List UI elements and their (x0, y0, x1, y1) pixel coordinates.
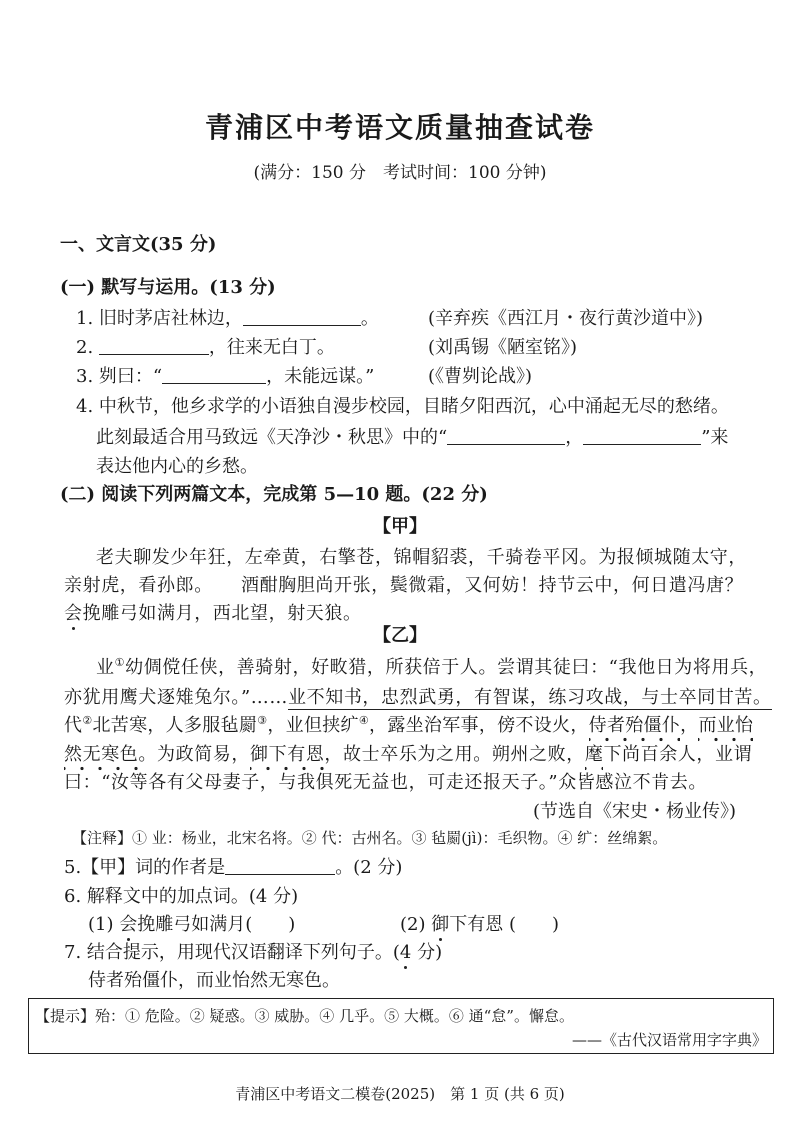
part2-heading: (二) 阅读下列两篇文本，完成第 5—10 题。(22 分) (60, 484, 488, 505)
question-4-line-3: 表达他内心的乡愁。 (96, 456, 258, 477)
text-yi-line (64, 683, 772, 709)
text-jia-label: 【甲】 (373, 516, 427, 537)
page-title: 青浦区中考语文质量抽查试卷 (204, 111, 595, 144)
page-subtitle: (满分：150 分 考试时间：100 分钟) (253, 163, 547, 183)
text-jia-line: 亲射虎，看孙郎。 酒酣胸胆尚开张，鬓微霜，又何妨！持节云中，何日遣冯唐？ (64, 575, 744, 596)
text-yi-line: 曰：“汝等各有父母妻子，与我俱死无益也，可走还报天子。”众皆感泣不肯去。 (64, 772, 708, 793)
question-text: ，未能远谋。” (266, 366, 375, 387)
question-text: (1) (88, 914, 120, 935)
question-3 (76, 362, 374, 388)
text-jia-line: 老夫聊发少年狂，左牵黄，右擎苍，锦帽貂裘，千骑卷平冈。为报倾城随太守， (96, 547, 747, 568)
dotted-phrase: 麾 (585, 744, 604, 771)
question-text: 1. 旧时茅店社林边， (76, 308, 243, 329)
text-segment: 北苦寒，人多服毡罽 (92, 715, 258, 736)
question-5 (64, 853, 402, 879)
text-yi-line (64, 740, 752, 766)
footnote-marker: ④ (358, 714, 370, 727)
question-7 (64, 938, 442, 964)
question-text: (2) (400, 914, 432, 935)
text-segment: 代 (64, 715, 83, 736)
question-text: 2. (76, 337, 99, 358)
text-segment: 下尚百余人，业谓 (603, 744, 753, 765)
question-6: 6. 解释文中的加点词。(4 分) (64, 886, 299, 907)
question-3-source: (《曹刿论战》) (428, 366, 533, 387)
question-text: 。(2 分) (335, 857, 403, 878)
text-segment: ，故士卒乐为之用。朔州之败， (324, 744, 585, 765)
text-yi-label: 【乙】 (373, 625, 427, 646)
dotted-phrase: 然无寒色 (64, 744, 138, 771)
dotted-phrase: 侍者殆僵仆 (589, 715, 681, 742)
dotted-phrase: 御下有恩 (250, 744, 324, 771)
answer-blank[interactable] (225, 856, 335, 875)
footnote-marker: ① (114, 656, 126, 669)
dotted-word: 御 (431, 914, 450, 935)
hint-box (28, 998, 774, 1054)
question-1-source: (辛弃疾《西江月・夜行黄沙道中》) (428, 308, 704, 329)
question-text: 挽雕弓如满月( ) (137, 914, 296, 935)
question-text: 分) (411, 942, 443, 963)
answer-blank[interactable] (162, 365, 266, 384)
question-2-source: (刘禹锡《陋室铭》) (428, 337, 578, 358)
text-segment: 业 (96, 657, 115, 678)
question-2 (76, 333, 335, 359)
question-text: 5.【甲】词的作者是 (64, 857, 226, 878)
page-footer: 青浦区中考语文二模卷(2025) 第 1 页 (共 6 页) (235, 1085, 565, 1103)
part1-heading: (一) 默写与运用。(13 分) (60, 277, 276, 298)
text-segment: 。为政简易， (138, 744, 251, 765)
question-text: 。 (360, 308, 379, 329)
question-text: 3. 刿曰：“ (76, 366, 163, 387)
hint-text: 【提示】殆：① 危险。② 疑惑。③ 威胁。④ 几乎。⑤ 大概。⑥ 通“怠”。懈怠。 (35, 1007, 574, 1025)
dotted-word: 会 (119, 914, 138, 935)
question-1 (76, 304, 379, 330)
question-text: ”来 (701, 427, 729, 448)
text-segment: 幼倜傥任侠，善骑射，好畋猎，所获倍于人。尝谓其徒曰：“我他日为将用兵， (125, 657, 768, 678)
answer-blank[interactable] (447, 426, 565, 445)
question-4-line-1: 4. 中秋节，他乡求学的小语独自漫步校园，目睹夕阳西沉，心中涌起无尽的愁绪。 (76, 396, 729, 417)
section-heading: 一、文言文(35 分) (60, 234, 217, 255)
text-yi-source: (节选自《宋史・杨业传》) (532, 801, 736, 822)
text-segment: ， (680, 715, 699, 736)
answer-blank[interactable] (99, 336, 209, 355)
dotted-phrase: 而业怡 (698, 715, 753, 742)
question-text: 下有恩 ( ) (449, 914, 559, 935)
text-segment: 亦犹用鹰犬逐雉兔尔。”…… (64, 687, 289, 708)
hint-source: ——《古代汉语常用字字典》 (571, 1031, 767, 1049)
answer-blank[interactable] (243, 307, 361, 326)
question-text: 此刻最适合用马致远《天净沙・秋思》中的“ (96, 427, 448, 448)
footnote-marker: ③ (257, 714, 268, 727)
question-6-item-1 (88, 910, 295, 936)
question-text: ，往来无白丁。 (208, 337, 335, 358)
footnote-marker: ② (82, 714, 93, 727)
text-yi-line (96, 653, 767, 679)
question-7-sentence: 侍者殆僵仆，而业怡然无寒色。 (88, 970, 340, 991)
text-segment: 挽雕弓如满月，西北望，射天狼。 (82, 603, 362, 624)
question-text: ， (565, 427, 584, 448)
text-yi-line (64, 711, 753, 737)
text-segment: ，业但挟纩 (267, 715, 359, 736)
text-segment: ，露坐治军事，傍不设火， (369, 715, 589, 736)
dotted-word: 4 (399, 942, 412, 963)
question-4-line-2 (96, 423, 728, 449)
answer-blank[interactable] (583, 426, 701, 445)
question-text: 7. 结合提示，用现代汉语翻译下列句子。( (64, 942, 400, 963)
underlined-sentence: 业不知书，忠烈武勇，有智谋，练习攻战，与士卒同甘苦。 (288, 687, 772, 708)
dotted-word: 会 (64, 603, 83, 624)
question-6-item-2 (400, 910, 559, 936)
annotation-notes: 【注释】① 业：杨业，北宋名将。② 代：古州名。③ 毡罽(jì)：毛织物。④ 纩：丝绵絮。 (72, 829, 668, 847)
